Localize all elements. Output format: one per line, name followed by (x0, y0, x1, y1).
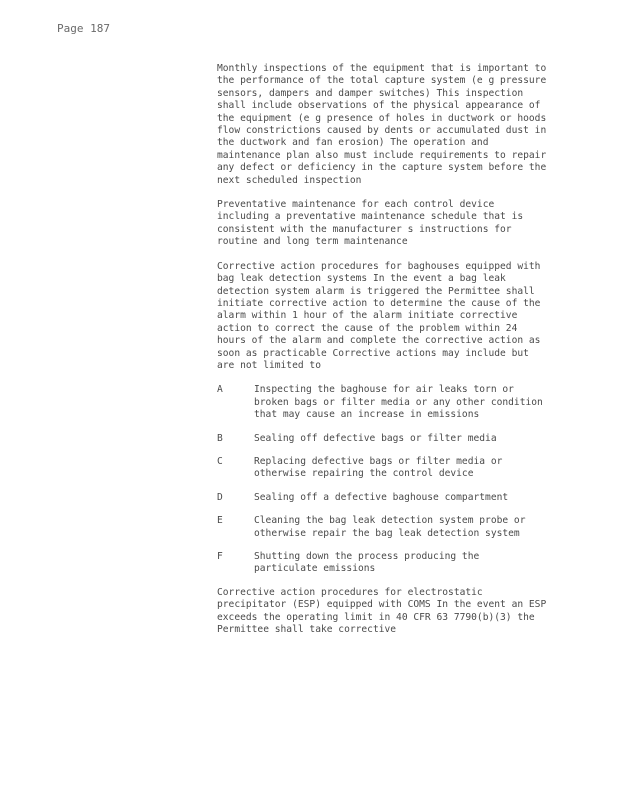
list-item (217, 515, 547, 540)
paragraph-preventative-maintenance: Preventative maintenance for each control device including a preventative maintenance schedule that is consistent with the manufacturer s instructions for routine and long term maintenance (217, 199, 524, 248)
page-number: Page 187 (57, 22, 110, 35)
list-text: Shutting down the process producing the particulate emissions (254, 551, 480, 575)
paragraph-capture-system-inspection: Monthly inspections of the equipment that is important to the performance of the total capture system (e g pressure sensors, dampers and damper switches) This inspection shall include observations of the physical appearance of the equipment (e g presence of holes in ductwork or hoods flow constrictions caused by dents or accumulated dust in the ductwork and fan erosion) The operation and maintenance plan also must include requirements to repair any defect or deficiency in the capture system before the next scheduled inspection (217, 63, 547, 186)
list-text: Sealing off defective bags or filter media (254, 432, 497, 444)
list-text: Inspecting the baghouse for air leaks torn or broken bags or filter media or any other condition that may cause an increase in emissions (254, 384, 543, 421)
list-text: Replacing defective bags or filter media or otherwise repairing the control device (254, 455, 503, 480)
document-body (217, 63, 547, 648)
list-item (217, 433, 547, 445)
list-item (217, 384, 547, 421)
list-letter: D (217, 491, 223, 503)
list-letter: B (217, 432, 223, 444)
list-letter: C (217, 455, 223, 467)
list-item (217, 456, 547, 481)
paragraph-esp-corrective-action: Corrective action procedures for electrostatic precipitator (ESP) equipped with COMS In the event an ESP exceeds the operating limit in 40 CFR 63 7790(b)(3) the Permittee shall take corrective (217, 586, 547, 636)
list-item (217, 551, 547, 576)
list-letter: E (217, 515, 223, 527)
paragraph-baghouse-corrective-action: Corrective action procedures for baghouses equipped with bag leak detection systems In the event a bag leak detection system alarm is triggered the Permittee shall initiate corrective action to determine the cause of the alarm within 1 hour of the alarm initiate corrective action to correct the cause of the problem within 24 hours of the alarm and complete the corrective action as soon as practicable Corrective actions may include but are not limited to (217, 260, 541, 371)
list-letter: A (217, 384, 223, 396)
list-letter: F (217, 551, 223, 562)
corrective-actions-list (217, 384, 547, 575)
list-item (217, 492, 547, 504)
list-text: Cleaning the bag leak detection system probe or otherwise repair the bag leak detection system (254, 515, 526, 539)
list-text: Sealing off a defective baghouse compartment (254, 491, 509, 503)
